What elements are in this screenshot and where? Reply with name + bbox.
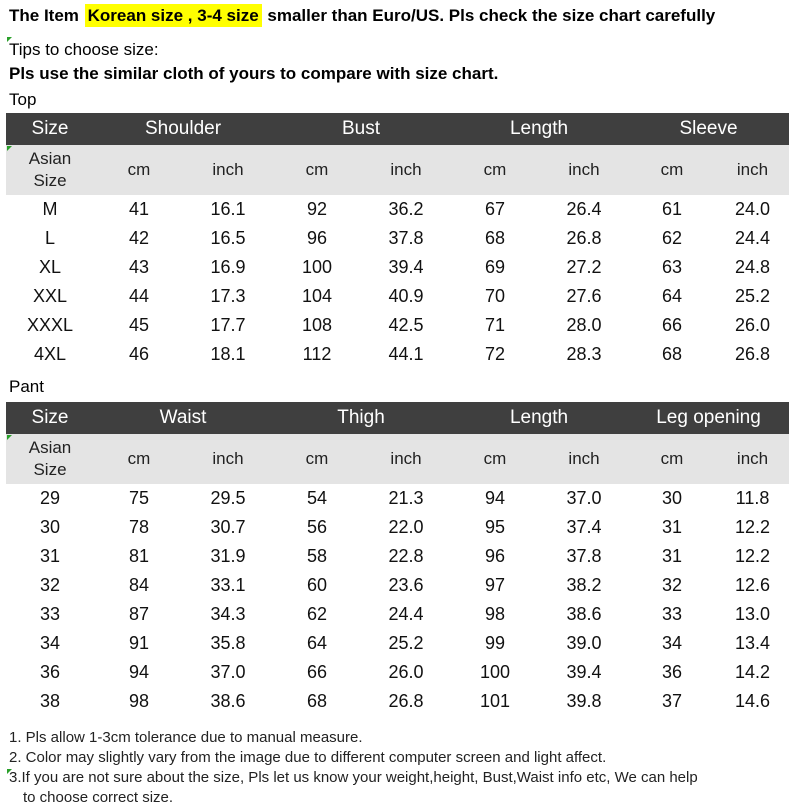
measurement-cell: 17.3 — [210, 286, 246, 306]
measurement-cell: 38.6 — [566, 604, 602, 624]
measurement-cell: 16.9 — [210, 257, 246, 277]
table-row — [6, 340, 789, 369]
measurement-cell: 31 — [662, 517, 683, 537]
measurement-cell: 37 — [662, 691, 683, 711]
measurement-cell: 97 — [485, 575, 506, 595]
measurement-cell: 87 — [128, 604, 150, 624]
measurement-cell: 64 — [307, 633, 328, 653]
measurement-cell: 64 — [661, 286, 683, 306]
table-row — [6, 513, 789, 542]
measurement-cell: 81 — [128, 546, 150, 566]
unit-inch: inch — [540, 434, 628, 484]
asian-size-header: Asian Size — [6, 434, 94, 484]
measurement-cell: 40.9 — [388, 286, 424, 306]
measurement-cell: 60 — [307, 575, 328, 595]
comment-marker-icon — [7, 146, 12, 151]
measurement-cell: 23.6 — [388, 575, 424, 595]
measurement-cell: 94 — [128, 662, 150, 682]
measurement-cell: 38.2 — [566, 575, 602, 595]
measurement-cell: 42 — [128, 228, 150, 248]
measurement-cell: 69 — [484, 257, 506, 277]
top-header-row — [6, 113, 789, 145]
pant-header-row — [6, 402, 789, 434]
unit-inch: inch — [184, 145, 272, 195]
measurement-cell: 30 — [662, 488, 683, 508]
measurement-cell: 33 — [662, 604, 683, 624]
size-cell: 29 — [39, 488, 61, 508]
measurement-cell: 96 — [306, 228, 328, 248]
asian-size-header: Asian Size — [6, 145, 94, 195]
size-cell: M — [42, 199, 58, 219]
unit-inch: inch — [716, 145, 789, 195]
measurement-cell: 101 — [479, 691, 511, 711]
measurement-cell: 56 — [307, 517, 328, 537]
measurement-cell: 41 — [128, 199, 150, 219]
table-row — [6, 600, 789, 629]
measurement-cell: 26.8 — [734, 344, 771, 364]
pant-size-table — [6, 402, 789, 716]
unit-cm: cm — [94, 145, 184, 195]
banner-prefix: The Item — [9, 6, 79, 25]
notes-block — [9, 728, 698, 808]
measurement-cell: 42.5 — [388, 315, 424, 335]
unit-cm: cm — [450, 145, 540, 195]
measurement-cell: 18.1 — [210, 344, 246, 364]
size-cell: 32 — [39, 575, 61, 595]
waist-column-header: Waist — [94, 402, 272, 434]
measurement-cell: 58 — [307, 546, 328, 566]
measurement-cell: 68 — [661, 344, 683, 364]
unit-inch: inch — [362, 145, 450, 195]
thigh-column-header: Thigh — [272, 402, 450, 434]
measurement-cell: 26.4 — [566, 199, 602, 219]
note-color: 2. Color may slightly vary from the image due to different computer screen and light affect. — [9, 749, 607, 766]
length-column-header: Length — [450, 113, 628, 145]
note-help-continued: to choose correct size. — [23, 789, 174, 806]
tips-title: Tips to choose size: — [9, 40, 159, 59]
measurement-cell: 100 — [479, 662, 511, 682]
banner-highlight: Korean size , 3-4 size — [85, 4, 262, 27]
sleeve-column-header: Sleeve — [628, 113, 789, 145]
size-cell: 4XL — [33, 344, 67, 364]
size-column-header: Size — [6, 113, 94, 145]
measurement-cell: 46 — [128, 344, 150, 364]
measurement-cell: 39.8 — [566, 691, 602, 711]
measurement-cell: 71 — [484, 315, 506, 335]
measurement-cell: 94 — [485, 488, 506, 508]
size-cell: 36 — [39, 662, 61, 682]
measurement-cell: 61 — [661, 199, 683, 219]
measurement-cell: 75 — [128, 488, 150, 508]
comment-marker-icon — [7, 769, 12, 774]
size-cell: L — [44, 228, 55, 248]
measurement-cell: 104 — [301, 286, 333, 306]
measurement-cell: 12.2 — [735, 517, 771, 537]
measurement-cell: 24.4 — [388, 604, 424, 624]
measurement-cell: 24.4 — [734, 228, 771, 248]
measurement-cell: 96 — [485, 546, 506, 566]
measurement-cell: 37.0 — [210, 662, 246, 682]
table-row — [6, 195, 789, 224]
table-row — [6, 224, 789, 253]
measurement-cell: 26.8 — [566, 228, 602, 248]
measurement-cell: 39.4 — [388, 257, 424, 277]
measurement-cell: 13.0 — [735, 604, 771, 624]
measurement-cell: 26.0 — [388, 662, 424, 682]
measurement-cell: 84 — [128, 575, 150, 595]
measurement-cell: 66 — [307, 662, 328, 682]
measurement-cell: 31.9 — [210, 546, 246, 566]
measurement-cell: 28.0 — [566, 315, 602, 335]
unit-inch: inch — [540, 145, 628, 195]
measurement-cell: 112 — [302, 344, 332, 364]
measurement-cell: 14.6 — [735, 691, 771, 711]
measurement-cell: 35.8 — [210, 633, 246, 653]
measurement-cell: 67 — [484, 199, 506, 219]
measurement-cell: 21.3 — [388, 488, 424, 508]
size-column-header: Size — [6, 402, 94, 434]
table-row — [6, 658, 789, 687]
measurement-cell: 68 — [307, 691, 328, 711]
unit-inch: inch — [184, 434, 272, 484]
measurement-cell: 37.4 — [566, 517, 602, 537]
measurement-cell: 36 — [662, 662, 683, 682]
measurement-cell: 72 — [484, 344, 506, 364]
size-cell: 30 — [39, 517, 61, 537]
measurement-cell: 62 — [661, 228, 683, 248]
measurement-cell: 44.1 — [388, 344, 424, 364]
measurement-cell: 38.6 — [210, 691, 246, 711]
measurement-cell: 66 — [661, 315, 683, 335]
size-cell: XL — [38, 257, 62, 277]
measurement-cell: 92 — [306, 199, 328, 219]
measurement-cell: 25.2 — [734, 286, 771, 306]
measurement-cell: 24.0 — [734, 199, 771, 219]
banner-suffix: smaller than Euro/US. Pls check the size chart carefully — [267, 6, 716, 25]
table-row — [6, 629, 789, 658]
measurement-cell: 22.8 — [388, 546, 424, 566]
measurement-cell: 95 — [485, 517, 506, 537]
measurement-cell: 99 — [485, 633, 506, 653]
measurement-cell: 31 — [662, 546, 683, 566]
measurement-cell: 39.4 — [566, 662, 602, 682]
tips-instruction: Pls use the similar cloth of yours to compare with size chart. — [9, 64, 499, 83]
measurement-cell: 26.0 — [734, 315, 771, 335]
note-help: 3.If you are not sure about the size, Pls let us know your weight,height, Bust,Waist info etc, We can help — [9, 769, 698, 786]
length-column-header: Length — [450, 402, 628, 434]
table-row — [6, 253, 789, 282]
note-tolerance: 1. Pls allow 1-3cm tolerance due to manual measure. — [9, 729, 363, 746]
bust-column-header: Bust — [272, 113, 450, 145]
pant-section-label: Pant — [9, 377, 44, 396]
size-cell: XXL — [32, 286, 68, 306]
measurement-cell: 32 — [662, 575, 683, 595]
unit-inch: inch — [362, 434, 450, 484]
measurement-cell: 16.1 — [210, 199, 246, 219]
measurement-cell: 63 — [661, 257, 683, 277]
measurement-cell: 91 — [128, 633, 150, 653]
table-row — [6, 311, 789, 340]
measurement-cell: 27.2 — [566, 257, 602, 277]
measurement-cell: 11.8 — [735, 488, 770, 508]
measurement-cell: 98 — [128, 691, 150, 711]
measurement-cell: 39.0 — [566, 633, 602, 653]
measurement-cell: 70 — [484, 286, 506, 306]
pant-unit-row — [6, 434, 789, 484]
size-warning-banner — [9, 3, 715, 29]
unit-inch: inch — [716, 434, 789, 484]
size-cell: 34 — [39, 633, 61, 653]
top-section-label: Top — [9, 90, 37, 109]
comment-marker-icon — [7, 435, 12, 440]
measurement-cell: 37.0 — [566, 488, 602, 508]
measurement-cell: 100 — [301, 257, 333, 277]
size-cell: 31 — [39, 546, 61, 566]
size-cell: 33 — [39, 604, 61, 624]
leg-opening-column-header: Leg opening — [628, 402, 789, 434]
measurement-cell: 78 — [128, 517, 150, 537]
measurement-cell: 108 — [301, 315, 333, 335]
measurement-cell: 26.8 — [388, 691, 424, 711]
measurement-cell: 14.2 — [735, 662, 771, 682]
measurement-cell: 34 — [662, 633, 683, 653]
table-row — [6, 542, 789, 571]
measurement-cell: 45 — [128, 315, 150, 335]
measurement-cell: 30.7 — [210, 517, 246, 537]
table-row — [6, 484, 789, 513]
size-cell: XXXL — [26, 315, 74, 335]
measurement-cell: 24.8 — [734, 257, 771, 277]
measurement-cell: 62 — [307, 604, 328, 624]
measurement-cell: 22.0 — [388, 517, 424, 537]
measurement-cell: 54 — [307, 488, 328, 508]
unit-cm: cm — [628, 434, 716, 484]
unit-cm: cm — [450, 434, 540, 484]
measurement-cell: 29.5 — [210, 488, 246, 508]
measurement-cell: 12.2 — [735, 546, 771, 566]
measurement-cell: 98 — [485, 604, 506, 624]
measurement-cell: 27.6 — [566, 286, 602, 306]
measurement-cell: 12.6 — [735, 575, 771, 595]
measurement-cell: 43 — [128, 257, 150, 277]
measurement-cell: 34.3 — [210, 604, 246, 624]
table-row — [6, 571, 789, 600]
table-row — [6, 687, 789, 716]
unit-cm: cm — [628, 145, 716, 195]
measurement-cell: 13.4 — [735, 633, 771, 653]
measurement-cell: 37.8 — [566, 546, 602, 566]
unit-cm: cm — [94, 434, 184, 484]
measurement-cell: 37.8 — [388, 228, 424, 248]
shoulder-column-header: Shoulder — [94, 113, 272, 145]
measurement-cell: 17.7 — [210, 315, 246, 335]
measurement-cell: 25.2 — [388, 633, 424, 653]
measurement-cell: 28.3 — [566, 344, 602, 364]
top-unit-row — [6, 145, 789, 195]
size-cell: 38 — [39, 691, 61, 711]
measurement-cell: 68 — [484, 228, 506, 248]
table-row — [6, 282, 789, 311]
unit-cm: cm — [272, 145, 362, 195]
top-size-table — [6, 113, 789, 369]
measurement-cell: 33.1 — [210, 575, 246, 595]
measurement-cell: 44 — [128, 286, 150, 306]
measurement-cell: 36.2 — [388, 199, 424, 219]
unit-cm: cm — [272, 434, 362, 484]
measurement-cell: 16.5 — [210, 228, 246, 248]
